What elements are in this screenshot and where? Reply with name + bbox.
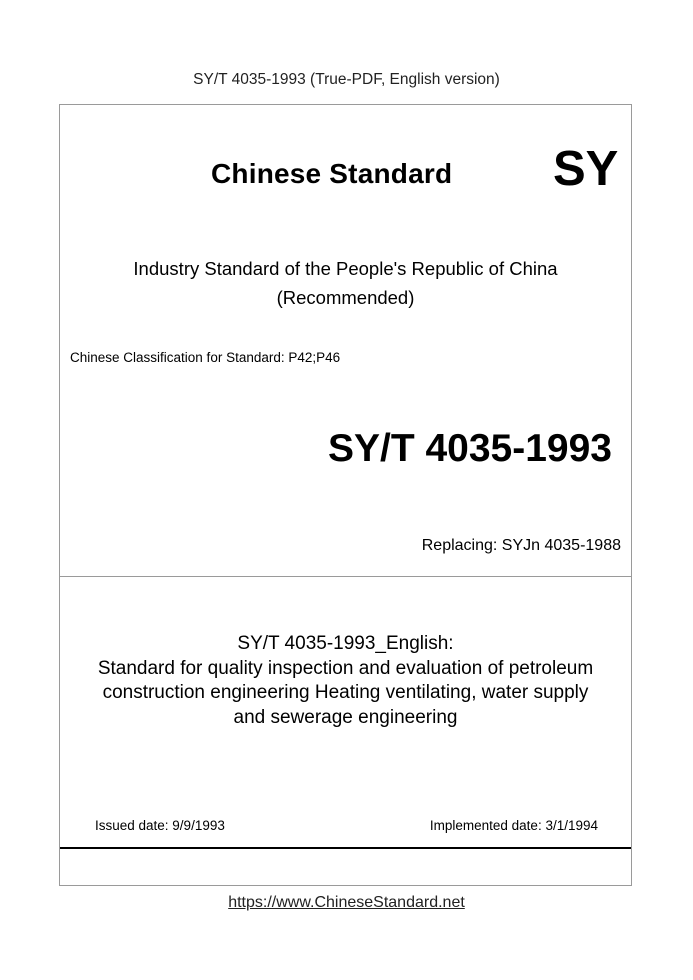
footer-url [0, 894, 693, 912]
cover-bottom-box [60, 847, 631, 885]
english-title-line: SY/T 4035-1993_English: [237, 633, 454, 654]
implemented-date: Implemented date: 3/1/1994 [429, 818, 598, 833]
standard-number: SY/T 4035-1993 [327, 427, 612, 470]
industry-standard-line: Industry Standard of the People's Republic of China [133, 258, 558, 279]
classification-text: Chinese Classification for Standard: P42;P46 [70, 350, 341, 365]
cover-title: Chinese Standard [211, 158, 453, 189]
standard-code-abbrev: SY [553, 142, 619, 196]
document-header: SY/T 4035-1993 (True-PDF, English version) [193, 71, 500, 88]
replacing-text: Replacing: SYJn 4035-1988 [421, 537, 621, 554]
english-title-block [60, 632, 631, 730]
issued-date: Issued date: 9/9/1993 [95, 818, 225, 833]
english-title-line: and sewerage engineering [233, 706, 458, 728]
english-title-line: Standard for quality inspection and evaluation of petroleum [97, 657, 594, 679]
cover-frame [59, 104, 632, 886]
recommended-line: (Recommended) [276, 287, 415, 308]
website-link[interactable]: https://www.ChineseStandard.net [228, 894, 465, 911]
english-title-line: construction engineering Heating ventilating, water supply [102, 682, 589, 703]
cover-top-section [60, 105, 631, 577]
